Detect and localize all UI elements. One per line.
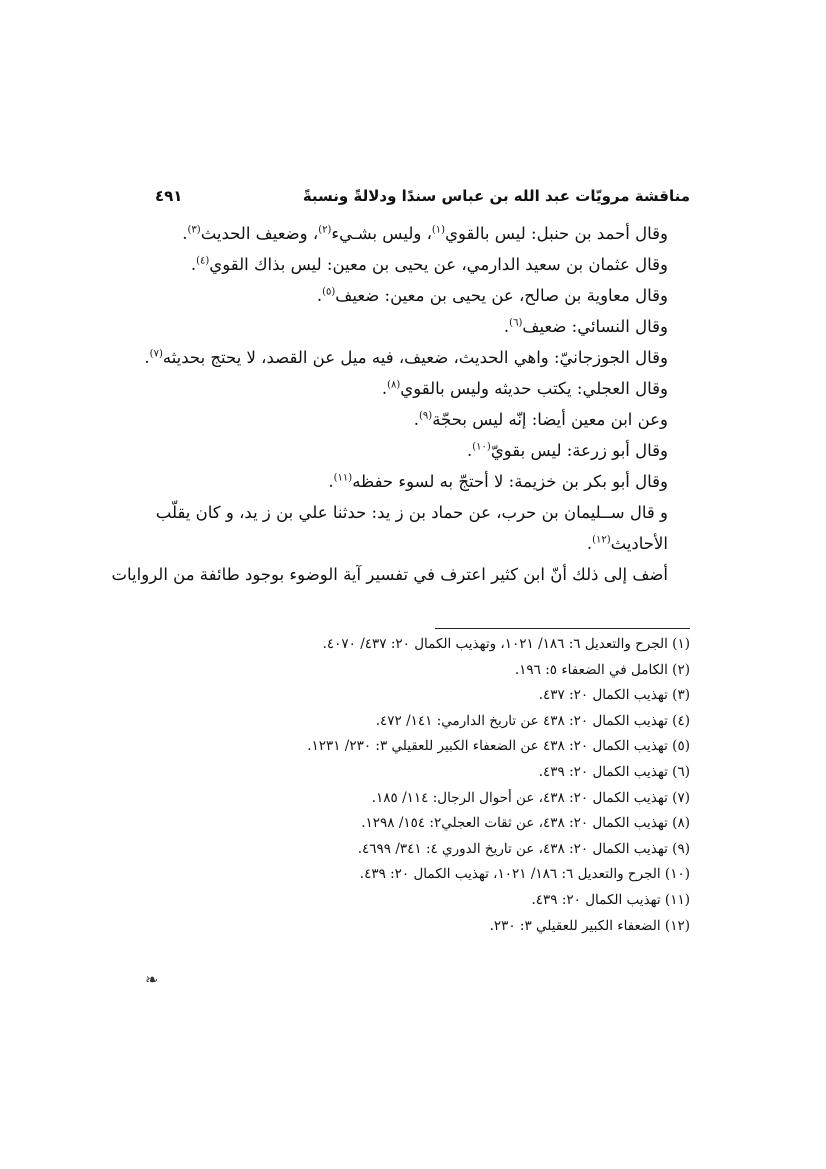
footnote-3: (٣) تهذيب الكمال ٢٠: ٤٣٧.: [538, 687, 690, 704]
footnote-ref-6: (٦): [509, 317, 523, 329]
text-line-10: و قال ســليمان بن حرب، عن حماد بن ز يد: حدثنا علي بن ز يد، و كان يقلّب الأحاديث$^{(١٢)}$.: [155, 503, 668, 553]
running-header-title: مناقشة مرويّات عبد الله بن عباس سندًا ودلالةً ونسبةً: [302, 187, 690, 205]
footnote-ref-2: (٢): [318, 224, 332, 236]
footnote-ref-7: (٧): [149, 348, 163, 360]
text-line-4: وقال النسائي: ضعيف$^{(٦)}$.: [503, 317, 668, 336]
footnote-5: (٥) تهذيب الكمال ٢٠: ٤٣٨ عن الضعفاء الكبير للعقيلي ٣: ٢٣٠/ ١٢٣١.: [307, 738, 690, 755]
footnote-ref-12: (١٢): [592, 534, 611, 546]
footnote-separator: [435, 628, 690, 629]
text-line-7: وعن ابن معين أيضا: إنّه ليس بحجّة$^{(٩)}$.: [413, 410, 668, 429]
footnotes: [155, 632, 690, 939]
footnote-ref-10: (١٠): [472, 441, 491, 453]
text-line-3: وقال معاوية بن صالح، عن يحيى بن معين: ضعيف$^{(٥)}$.: [316, 286, 668, 305]
footnote-2: (٢) الكامل في الضعفاء ٥: ١٩٦.: [514, 661, 690, 678]
footnote-ref-9: (٩): [419, 410, 433, 422]
main-text: [111, 218, 690, 590]
footnote-12: (١٢) الضعفاء الكبير للعقيلي ٣: ٢٣٠.: [489, 917, 690, 934]
footnote-11: (١١) تهذيب الكمال ٢٠: ٤٣٩.: [531, 891, 690, 908]
text-line-5: وقال الجوزجانيّ: واهي الحديث، ضعيف، فيه ميل عن القصد، لا يحتج بحديثه$^{(٧)}$.: [144, 348, 668, 367]
footnote-ref-11: (١١): [333, 472, 353, 484]
running-header: [155, 182, 690, 210]
text-line-9: وقال أبو بكر بن خزيمة: لا أحتجّ به لسوء حفظه$^{(١١)}$.: [328, 472, 668, 491]
text-line-8: وقال أبو زرعة: ليس بقويّ$^{(١٠)}$.: [467, 441, 668, 460]
footnote-9: (٩) تهذيب الكمال ٢٠: ٤٣٨، عن تاريخ الدوري ٤: ٣٤١/ ٤٦٩٩.: [357, 840, 690, 857]
footnote-ref-4: (٤): [196, 255, 210, 267]
footnote-8: (٨) تهذيب الكمال ٢٠: ٤٣٨، عن ثقات العجلي٢: ١٥٤/ ١٢٩٨.: [361, 815, 690, 832]
footnote-ref-5: (٥): [322, 286, 336, 298]
text-line-1: وقال أحمد بن حنبل: ليس بالقوي$^{(١)}$، وليس بشـيء$^{(٢)}$، وضعيف الحديث$^{(٣)}$.: [182, 224, 668, 243]
text-line-2: وقال عثمان بن سعيد الدارمي، عن يحيى بن معين: ليس بذاك القوي$^{(٤)}$.: [190, 255, 668, 274]
footnote-10: (١٠) الجرح والتعديل ٦: ١٨٦/ ١٠٢١، تهذيب الكمال ٢٠: ٤٣٩.: [359, 866, 690, 883]
footnote-ref-1: (١): [431, 224, 446, 236]
footnote-ref-3: (٣): [187, 224, 201, 236]
footnote-4: (٤) تهذيب الكمال ٢٠: ٤٣٨ عن تاريخ الدارمي: ١٤١/ ٤٧٢.: [375, 712, 690, 729]
text-line-6: وقال العجلي: يكتب حديثه وليس بالقوي$^{(٨)}$.: [381, 379, 668, 398]
footnote-1: (١) الجرح والتعديل ٦: ١٨٦/ ١٠٢١، وتهذيب الكمال ٢٠: ٤٣٧/ ٤٠٧٠.: [322, 636, 690, 652]
text-line-11: أضف إلى ذلك أنّ ابن كثير اعترف في تفسير آية الوضوء بوجود طائفة من الروايات: [111, 565, 668, 584]
footnote-6: (٦) تهذيب الكمال ٢٠: ٤٣٩.: [538, 763, 690, 780]
leaf-ornament-icon: ❧: [145, 970, 159, 989]
footnote-7: (٧) تهذيب الكمال ٢٠: ٤٣٨، عن أحوال الرجال: ١١٤/ ١٨٥.: [371, 789, 690, 806]
footnote-ref-8: (٨): [387, 379, 401, 391]
page-number: ٤٩١: [155, 187, 183, 205]
